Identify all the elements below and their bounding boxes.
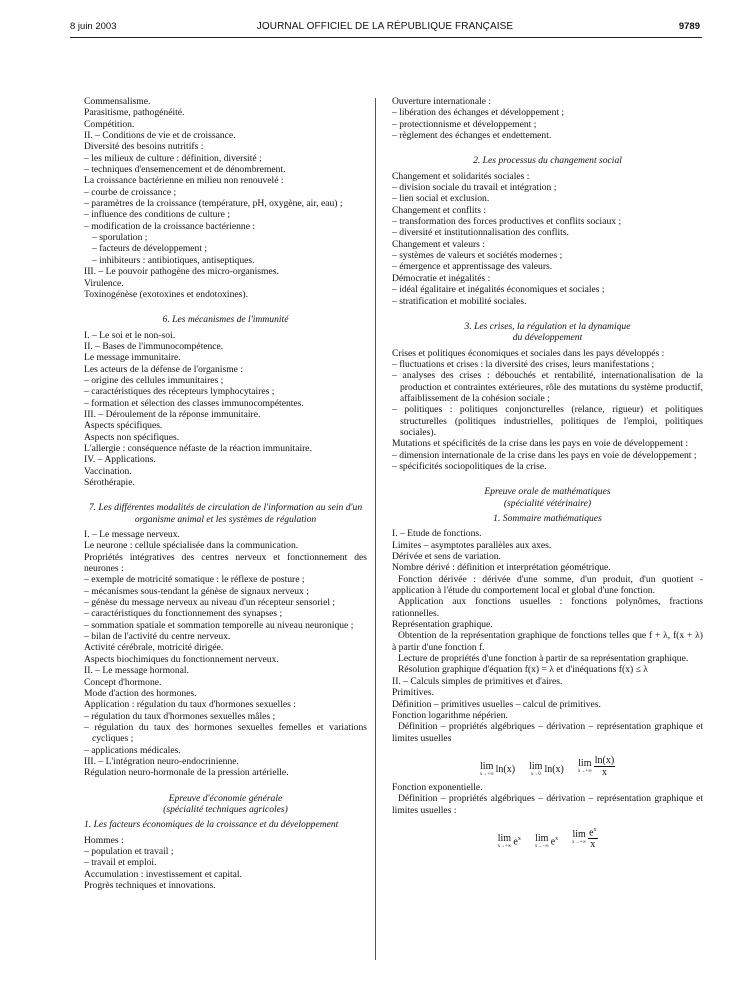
text-line: I. – Le message nerveux. xyxy=(84,529,180,541)
formula-base: e xyxy=(589,826,594,838)
list-item: – spécificités sociopolitiques de la crise. xyxy=(392,460,547,472)
text-line: Changement et solidarités sociales : xyxy=(392,170,530,182)
formula-term xyxy=(529,761,564,778)
lim-sub: x→−∞ xyxy=(534,843,549,849)
list-item: – systèmes de valeurs et sociétés modernes ; xyxy=(392,250,563,262)
formula-term xyxy=(497,833,520,850)
lim-symbol: lim xyxy=(480,760,494,772)
text-line: I. – Le soi et le non-soi. xyxy=(84,329,176,341)
text-line: IV. – Applications. xyxy=(84,454,156,466)
list-item: – diversité et institutionnalisation des conflits. xyxy=(392,227,569,239)
text-line: Démocratie et inégalités : xyxy=(392,272,491,284)
formula-base: e xyxy=(550,836,556,848)
formula-body: ln(x) xyxy=(544,763,564,775)
text-line: Mode d'action des hormones. xyxy=(84,687,197,699)
text-line: Lecture de propriétés d'une fonction à partir de sa représentation graphique. xyxy=(398,653,689,665)
section-title: 1. Les facteurs économiques de la croissance et du développement xyxy=(84,819,339,831)
list-item: – sommation spatiale et sommation temporelle au niveau neuronique ; xyxy=(84,619,354,631)
text-line: Nombre dérivé : définition et interprétation géométrique. xyxy=(392,562,611,574)
text-line: Compétition. xyxy=(84,118,135,130)
text-line: Aspects spécifiques. xyxy=(84,420,163,432)
list-item: – travail et emploi. xyxy=(84,857,157,869)
list-item: – lien social et exclusion. xyxy=(392,193,490,205)
text-line: II. – Le message hormonal. xyxy=(84,665,189,677)
text-line: III. – Le pouvoir pathogène des micro-organismes. xyxy=(84,266,279,278)
text-line: Progrès techniques et innovations. xyxy=(84,880,216,891)
list-item: – fluctuations et crises : la diversité des crises, leurs manifestations ; xyxy=(392,358,655,370)
formula-body: ln(x) xyxy=(495,763,516,775)
text-line: Accumulation : investissement et capital. xyxy=(84,868,242,880)
list-item: – origine des cellules immunitaires ; xyxy=(84,374,224,386)
section-title: 7. Les différentes modalités de circulation de l'information au sein d'un organisme animal et les systèmes de régulation xyxy=(88,502,363,525)
fraction-denominator: x xyxy=(602,766,607,778)
text-line: Fonction exponentielle. xyxy=(392,781,483,793)
header-date: 8 juin 2003 xyxy=(70,21,117,32)
text-line: Dérivée et sens de variation. xyxy=(392,551,501,563)
text-line: Virulence. xyxy=(84,277,124,289)
header-rule xyxy=(70,37,702,38)
list-item: – influence des conditions de culture ; xyxy=(84,209,230,221)
list-item: – libération des échanges et développement ; xyxy=(392,107,565,119)
formula-exp-limits xyxy=(392,820,703,850)
exam-title: Epreuve orale de mathématiques xyxy=(484,486,611,498)
header-title: JOURNAL OFFICIEL DE LA RÉPUBLIQUE FRANÇAISE xyxy=(256,21,514,32)
fraction-denominator: x xyxy=(590,838,596,850)
text-line: Propriétés intégratives des centres nerveux et fonctionnement des neurones : xyxy=(84,551,367,575)
text-line: Crises et politiques économiques et sociales dans les pays développés : xyxy=(392,347,665,359)
list-item: – idéal égalitaire et inégalités économiques et sociales ; xyxy=(392,284,605,296)
formula-term xyxy=(572,825,597,850)
header-page-number: 9789 xyxy=(678,21,700,32)
list-item: – modification de la croissance bactérienne : xyxy=(84,220,256,232)
text-line: Aspects biochimiques du fonctionnement nerveux. xyxy=(84,653,279,665)
list-item: – division sociale du travail et intégration ; xyxy=(392,182,557,194)
list-item: – les milieux de culture : définition, diversité ; xyxy=(84,152,262,164)
text-line: Commensalisme. xyxy=(84,96,151,107)
text-line: III. – Déroulement de la réponse immunitaire. xyxy=(84,408,261,420)
fraction-numerator: ln(x) xyxy=(594,754,615,766)
text-line: Application aux fonctions usuelles : fonctions polynômes, fractions rationnelles. xyxy=(392,596,703,619)
lim-sub: x→+∞ xyxy=(497,843,512,849)
text-line: Le message immunitaire. xyxy=(84,352,181,364)
right-column xyxy=(392,96,703,854)
formula-exponent: x xyxy=(517,836,521,843)
list-item: – applications médicales. xyxy=(84,744,181,756)
list-item: – régulation du taux des hormones sexuelles femelles et variations cycliques ; xyxy=(84,721,367,745)
list-item: – population et travail ; xyxy=(84,845,174,857)
lim-symbol: lim xyxy=(529,760,543,772)
text-line: Définition – propriétés algébriques – dérivation – représentation graphique et limites usuelles : xyxy=(392,793,703,816)
formula-term xyxy=(480,761,515,778)
list-item: – régulation du taux d'hormones sexuelles mâles ; xyxy=(84,710,276,722)
list-item: – protectionnisme et développement ; xyxy=(392,118,537,130)
text-line: Diversité des besoins nutritifs : xyxy=(84,141,204,153)
text-line: Sérothérapie. xyxy=(84,477,135,488)
text-line: La croissance bactérienne en milieu non renouvelé : xyxy=(84,175,284,187)
text-line: II. – Bases de l'immunocompétence. xyxy=(84,340,224,352)
formula-term xyxy=(578,755,615,778)
text-line: Mutations et spécificités de la crise dans les pays en voie de développement : xyxy=(392,438,688,450)
text-line: L'allergie : conséquence néfaste de la réaction immunitaire. xyxy=(84,442,312,454)
formula-term xyxy=(535,833,558,850)
lim-symbol: lim xyxy=(572,828,586,840)
text-line: Aspects non spécifiques. xyxy=(84,431,180,443)
text-line: Parasitisme, pathogénéité. xyxy=(84,107,185,119)
section-title: 3. Les crises, la régulation et la dynamique xyxy=(464,320,631,332)
exam-title: Epreuve d'économie générale xyxy=(168,792,283,804)
text-line: II. – Calculs simples de primitives et d'aires. xyxy=(392,675,563,687)
list-item: – transformation des forces productives et conflits sociaux ; xyxy=(392,216,622,228)
list-item: – génèse du message nerveux au niveau d'un récepteur sensoriel ; xyxy=(84,597,336,609)
text-line: Le neurone : cellule spécialisée dans la communication. xyxy=(84,540,299,552)
lim-symbol: lim xyxy=(497,832,512,844)
lim-symbol: lim xyxy=(578,757,592,769)
text-line: Les acteurs de la défense de l'organisme : xyxy=(84,363,243,375)
text-line: Résolution graphique d'équation f(x) = λ et d'inéquations f(x) ≤ λ xyxy=(398,664,648,676)
text-line: Définition – primitives usuelles – calcul de primitives. xyxy=(392,698,601,710)
text-line: II. – Conditions de vie et de croissance. xyxy=(84,130,236,142)
formula-log-limits xyxy=(392,748,703,778)
lim-sub: x→+∞ xyxy=(572,839,587,845)
list-item: – bilan de l'activité du centre nerveux. xyxy=(84,631,231,643)
list-item: – règlement des échanges et endettement. xyxy=(392,130,552,142)
section-title: 6. Les mécanismes de l'immunité xyxy=(162,314,289,326)
lim-sub: x→0 xyxy=(530,771,541,777)
text-line: Définition – propriétés algébriques – dérivation – représentation graphique et limites usuelles xyxy=(392,721,703,744)
list-item: – dimension internationale de la crise dans les pays en voie de développement ; xyxy=(392,449,697,461)
text-line: Obtention de la représentation graphique de fonctions telles que f + λ, f(x + λ) à partir d'une fonction f. xyxy=(392,630,703,653)
list-item: – inhibiteurs : antibiotiques, antiseptiques. xyxy=(92,254,255,266)
exam-subtitle: (spécialité techniques agricoles) xyxy=(163,803,288,815)
text-line: Limites – asymptotes parallèles aux axes. xyxy=(392,539,552,551)
lim-sub: x→+∞ xyxy=(479,771,494,777)
text-line: Fonction logarithme népérien. xyxy=(392,709,508,721)
lim-sub: x→+∞ xyxy=(577,769,592,775)
text-line: Représentation graphique. xyxy=(392,619,493,631)
text-line: Fonction dérivée : dérivée d'une somme, d'un produit, d'un quotient - application à l'étude du comportement local et global d'une fonction. xyxy=(392,573,703,597)
formula-exponent: x xyxy=(593,826,597,833)
lim-symbol: lim xyxy=(535,832,549,844)
list-item: – émergence et apprentissage des valeurs. xyxy=(392,261,553,273)
list-item: – facteurs de développement ; xyxy=(92,243,208,255)
text-line: Concept d'hormone. xyxy=(84,676,162,688)
formula-base: e xyxy=(513,836,518,848)
list-item: – sporulation ; xyxy=(92,232,148,244)
page-header xyxy=(70,21,700,35)
column-divider xyxy=(375,98,376,960)
text-line: Activité cérébrale, motricité dirigée. xyxy=(84,642,224,654)
text-line: Hommes : xyxy=(84,834,124,846)
text-line: Changement et conflits : xyxy=(392,204,487,216)
text-line: Primitives. xyxy=(392,687,434,699)
text-line: Ouverture internationale : xyxy=(392,96,492,107)
list-item: – caractéristiques du fonctionnement des synapses ; xyxy=(84,608,283,620)
text-line: Régulation neuro-hormonale de la pression artérielle. xyxy=(84,767,289,779)
list-item: – mécanismes sous-tendant la génèse de signaux nerveux ; xyxy=(84,585,309,597)
list-item: – caractéristiques des récepteurs lymphocytaires ; xyxy=(84,386,275,398)
list-item: – formation et sélection des classes immunocompétentes. xyxy=(84,397,304,409)
list-item: – courbe de croissance ; xyxy=(84,186,177,198)
left-column xyxy=(84,96,367,891)
list-item: – exemple de motricité somatique : le réflexe de posture ; xyxy=(84,574,305,586)
list-item: – analyses des crises : débouchés et rentabilité, internationalisation de la production et contraintes extérieures, rôle des mutations du système productif, affaiblissement de la cohésion sociale ; xyxy=(392,370,703,404)
list-item: – paramètres de la croissance (température, pH, oxygène, air, eau) ; xyxy=(84,198,343,210)
section-title: 1. Sommaire mathématiques xyxy=(493,513,602,524)
text-line: Changement et valeurs : xyxy=(392,238,485,250)
formula-exponent: x xyxy=(555,836,559,843)
text-line: Application : régulation du taux d'hormones sexuelles : xyxy=(84,699,296,711)
text-line: Toxinogénèse (exotoxines et endotoxines). xyxy=(84,288,248,300)
list-item: – techniques d'ensemencement et de dénombrement. xyxy=(84,164,286,176)
text-line: Vaccination. xyxy=(84,465,132,477)
section-title-cont: du développement xyxy=(512,332,583,344)
list-item: – stratification et mobilité sociales. xyxy=(392,295,527,307)
text-line: I. – Etude de fonctions. xyxy=(392,528,482,540)
section-title: 2. Les processus du changement social xyxy=(473,155,622,167)
exam-subtitle: (spécialité vétérinaire) xyxy=(503,497,592,509)
text-line: III. – L'intégration neuro-endocrinienne. xyxy=(84,755,239,767)
list-item: – politiques : politiques conjoncturelles (relance, rigueur) et politiques structurelles (politiques industrielles, politiques de l'emploi, politiques sociales). xyxy=(392,404,703,438)
